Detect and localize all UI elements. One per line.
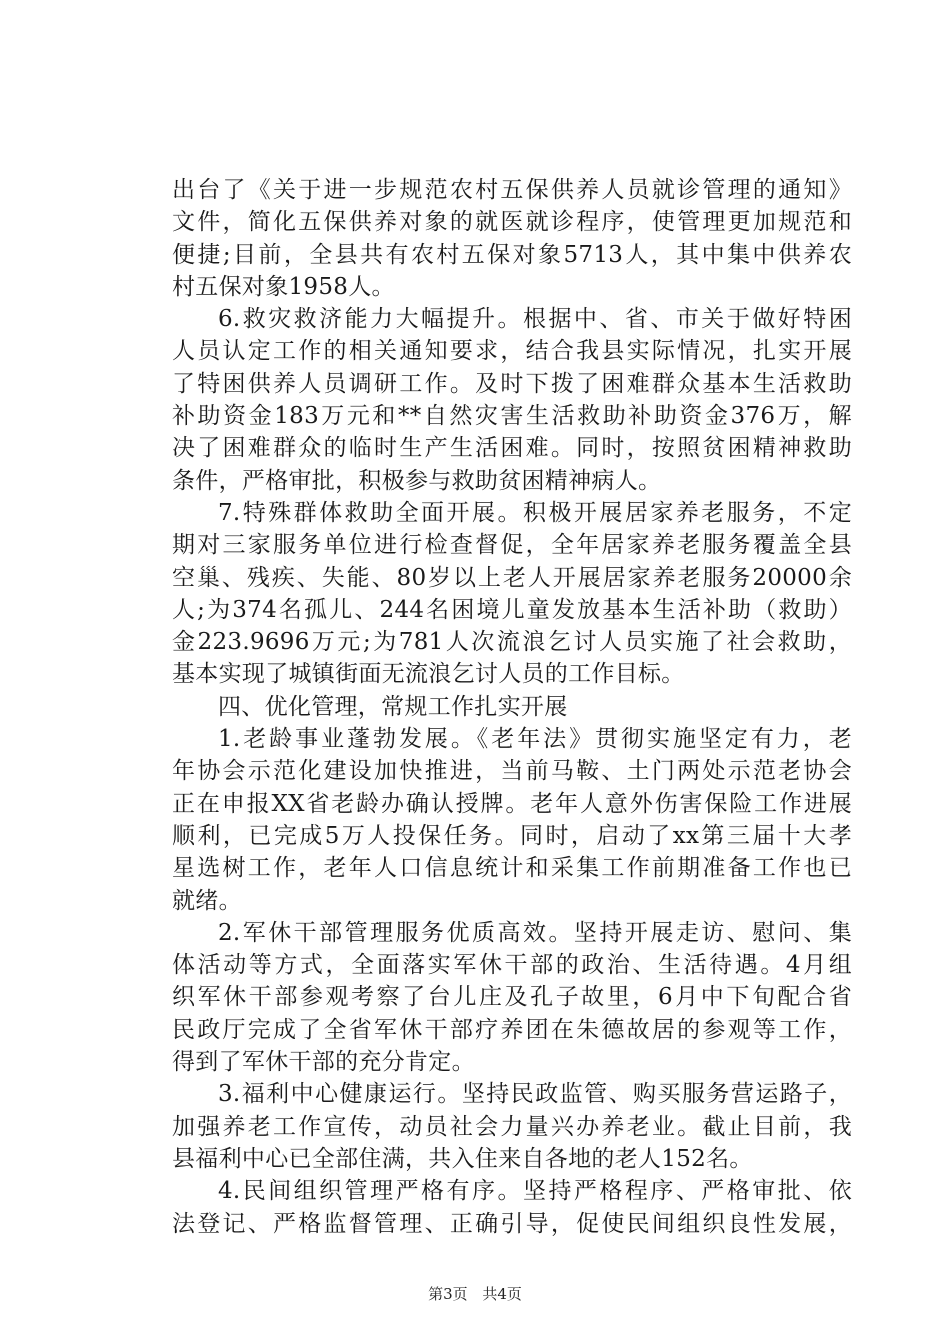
page-footer xyxy=(0,1283,950,1304)
text-line: 县福利中心已全部住满，共入住来自各地的老人152名。 xyxy=(172,1145,753,1172)
text-line: 4.民间组织管理严格有序。坚持严格程序、严格审批、依 xyxy=(218,1178,852,1205)
text-line: 空巢、残疾、失能、80岁以上老人开展居家养老服务20000余 xyxy=(172,564,852,591)
text-line: 决了困难群众的临时生产生活困难。同时，按照贫困精神救助 xyxy=(172,435,852,462)
text-line: 人员认定工作的相关通知要求，结合我县实际情况，扎实开展 xyxy=(172,338,852,365)
text-line: 织军休干部参观考察了台儿庄及孔子故里，6月中下旬配合省 xyxy=(172,984,852,1011)
page-number: 第3页 xyxy=(428,1285,468,1303)
section-heading: 四、优化管理，常规工作扎实开展 xyxy=(218,693,568,720)
text-line: 金223.9696万元;为781人次流浪乞讨人员实施了社会救助， xyxy=(172,629,852,656)
text-line: 补助资金183万元和**自然灾害生活救助补助资金376万，解 xyxy=(172,403,852,430)
text-line: 体活动等方式，全面落实军休干部的政治、生活待遇。4月组 xyxy=(172,952,852,979)
text-line: 1.老龄事业蓬勃发展。《老年法》贯彻实施坚定有力，老 xyxy=(218,726,852,753)
page-total: 共4页 xyxy=(482,1285,522,1303)
text-line: 法登记、严格监督管理、正确引导，促使民间组织良性发展， xyxy=(172,1210,852,1237)
text-line: 就绪。 xyxy=(172,887,242,914)
text-line: 期对三家服务单位进行检查督促，全年居家养老服务覆盖全县 xyxy=(172,532,852,559)
text-line: 了特困供养人员调研工作。及时下拨了困难群众基本生活救助 xyxy=(172,370,852,397)
text-line: 加强养老工作宣传，动员社会力量兴办养老业。截止目前，我 xyxy=(172,1113,852,1140)
text-line: 村五保对象1958人。 xyxy=(172,273,395,300)
text-line: 人;为374名孤儿、244名困境儿童发放基本生活补助（救助） xyxy=(172,596,852,623)
text-line: 3.福利中心健康运行。坚持民政监管、购买服务营运路子， xyxy=(218,1081,852,1108)
text-line: 便捷;目前，全县共有农村五保对象5713人，其中集中供养农 xyxy=(172,241,852,268)
text-line: 基本实现了城镇街面无流浪乞讨人员的工作目标。 xyxy=(172,661,685,688)
text-line: 文件，简化五保供养对象的就医就诊程序，使管理更加规范和 xyxy=(172,209,852,236)
text-line: 星选树工作，老年人口信息统计和采集工作前期准备工作也已 xyxy=(172,855,852,882)
text-line: 2.军休干部管理服务优质高效。坚持开展走访、慰问、集 xyxy=(218,919,852,946)
text-line: 正在申报XX省老龄办确认授牌。老年人意外伤害保险工作进展 xyxy=(172,790,852,817)
text-line: 6.救灾救济能力大幅提升。根据中、省、市关于做好特困 xyxy=(218,306,852,333)
text-line: 出台了《关于进一步规范农村五保供养人员就诊管理的通知》 xyxy=(172,177,852,203)
text-line: 得到了军休干部的充分肯定。 xyxy=(172,1049,475,1076)
text-line: 顺利，已完成5万人投保任务。同时，启动了xx第三届十大孝 xyxy=(172,822,852,849)
text-line: 7.特殊群体救助全面开展。积极开展居家养老服务，不定 xyxy=(218,499,852,526)
document-body xyxy=(172,174,852,1240)
text-line: 条件，严格审批，积极参与救助贫困精神病人。 xyxy=(172,467,662,494)
text-line: 民政厅完成了全省军休干部疗养团在朱德故居的参观等工作， xyxy=(172,1016,852,1043)
text-line: 年协会示范化建设加快推进，当前马鞍、土门两处示范老协会 xyxy=(172,758,852,785)
